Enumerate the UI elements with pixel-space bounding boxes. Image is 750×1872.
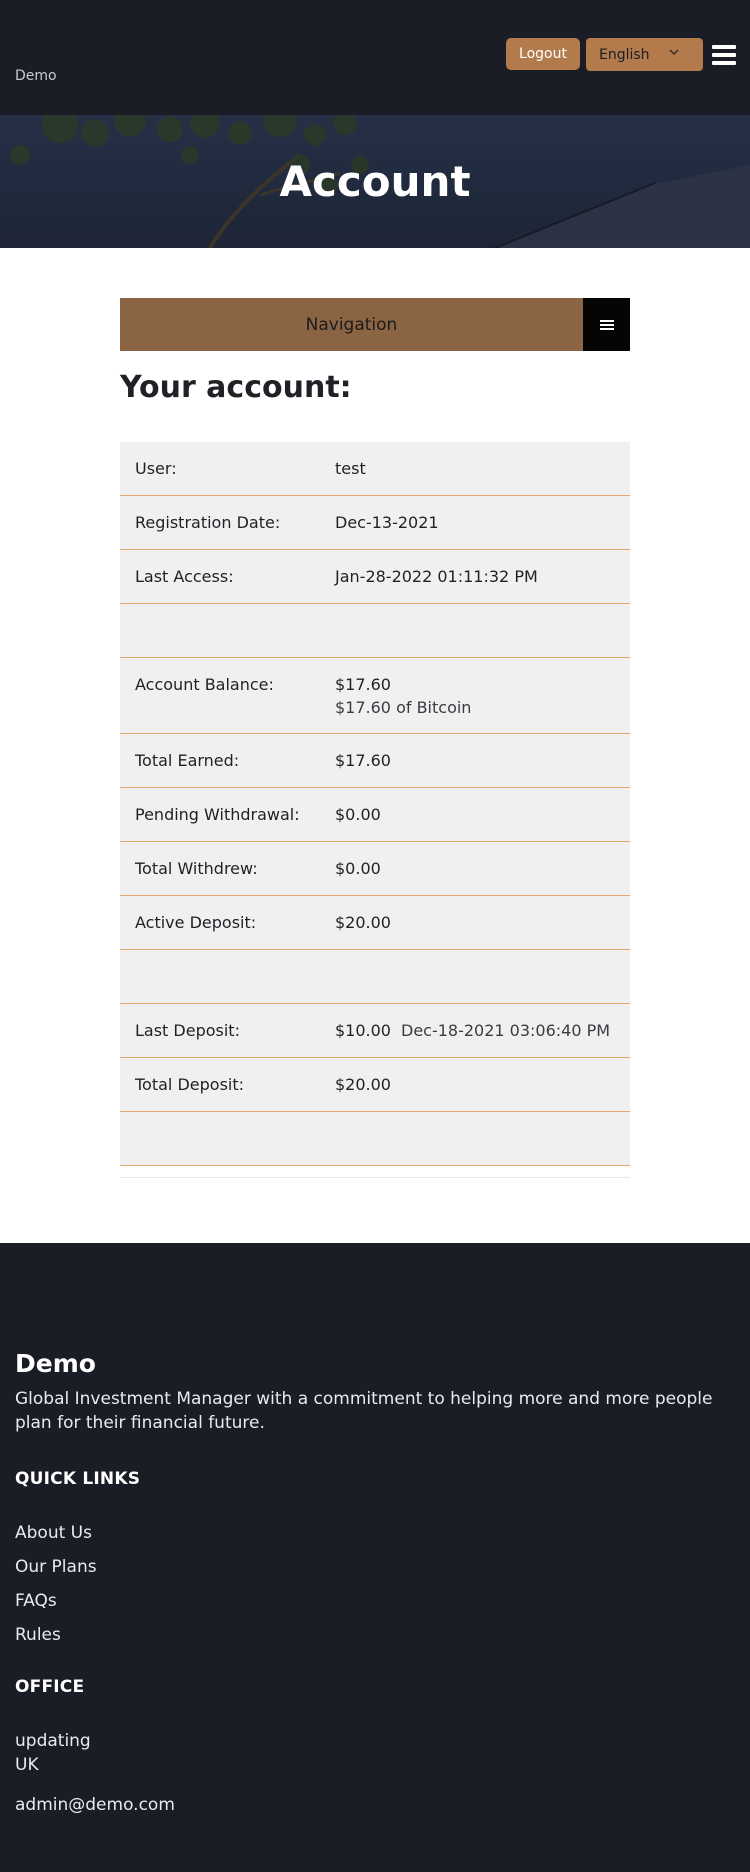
row-value: $0.00 [335,859,381,878]
navigation-label[interactable]: Navigation [305,314,398,335]
row-label: Total Deposit: [135,1075,245,1094]
divider [120,1177,630,1178]
table-row [120,1058,630,1112]
footer-link-rules[interactable]: Rules [15,1625,61,1645]
table-row [120,442,630,496]
table-row [120,658,630,734]
footer-link-faqs[interactable]: FAQs [15,1591,57,1611]
logout-button[interactable]: Logout [506,38,580,70]
office-heading: OFFICE [15,1677,85,1697]
row-label: Account Balance: [135,675,274,694]
footer-brand: Demo [15,1349,96,1378]
row-label: Last Access: [135,567,234,586]
row-label: User: [135,459,177,478]
menu-icon[interactable] [712,45,736,65]
row-label: Total Earned: [135,751,240,770]
table-row [120,734,630,788]
table-row [120,496,630,550]
menu-icon [600,318,614,332]
row-subvalue: $17.60 of Bitcoin [335,698,472,717]
footer-link-our-plans[interactable]: Our Plans [15,1557,97,1577]
table-row [120,550,630,604]
table-row [120,1004,630,1058]
row-value: Dec-13-2021 [335,513,439,532]
row-value: $10.00 [335,1021,391,1040]
quick-links-heading: QUICK LINKS [15,1469,141,1489]
table-row [120,842,630,896]
row-value: $17.60 [335,675,391,694]
row-value: $17.60 [335,751,391,770]
account-summary-table [120,442,630,1166]
row-value: $0.00 [335,805,381,824]
row-date: Dec-18-2021 03:06:40 PM [401,1021,611,1040]
table-row-empty [120,950,630,1004]
row-label: Total Withdrew: [135,859,258,878]
table-row-empty [120,604,630,658]
office-country: UK [15,1755,39,1775]
row-label: Registration Date: [135,513,281,532]
site-footer [0,1243,750,1872]
office-address-line: updating [15,1731,91,1751]
row-label: Last Deposit: [135,1021,240,1040]
table-row-empty [120,1112,630,1166]
footer-link-about-us[interactable]: About Us [15,1523,92,1543]
footer-email-link[interactable]: admin@demo.com [15,1795,175,1815]
chevron-down-icon [669,47,679,57]
row-label: Pending Withdrawal: [135,805,300,824]
top-header [0,0,750,115]
page-title: Account [279,157,471,206]
language-select[interactable] [586,38,703,71]
navigation-toggle-button[interactable] [583,298,630,351]
footer-description: Global Investment Manager with a commitment to helping more and more people plan for their financial future. [15,1389,713,1433]
row-value: $20.00 [335,1075,391,1094]
site-brand[interactable]: Demo [15,68,57,84]
account-heading: Your account: [120,370,352,405]
row-value: $20.00 [335,913,391,932]
account-navigation-bar[interactable] [120,298,630,351]
language-select-value: English [599,46,650,63]
page-hero [0,115,750,248]
row-value: Jan-28-2022 01:11:32 PM [335,567,538,586]
row-value: test [335,459,366,478]
row-label: Active Deposit: [135,913,257,932]
table-row [120,896,630,950]
table-row [120,788,630,842]
